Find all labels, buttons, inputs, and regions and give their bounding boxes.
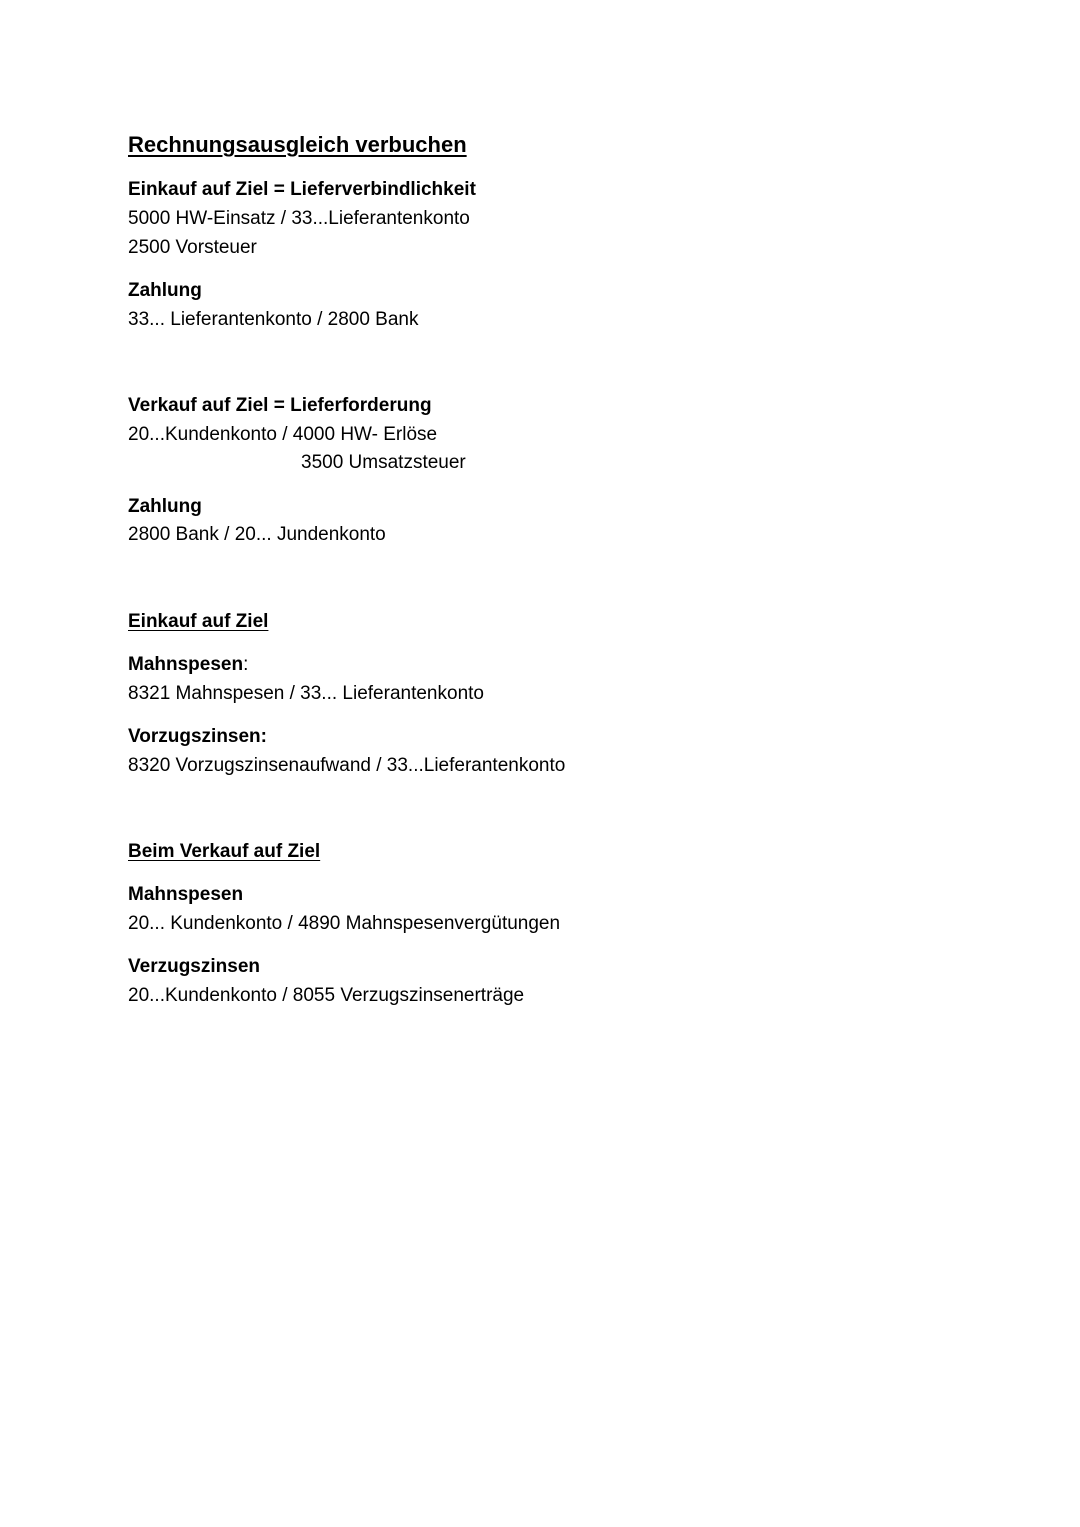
booking-line: 20...Kundenkonto / 4000 HW- Erlöse [128, 424, 438, 445]
booking-line: 2500 Vorsteuer [128, 237, 257, 258]
section-heading-einkauf-ziel: Einkauf auf Ziel [128, 611, 269, 632]
section-heading-einkauf: Einkauf auf Ziel = Lieferverbindlichkeit [128, 179, 476, 200]
booking-line: 2800 Bank / 20... Jundenkonto [128, 524, 386, 545]
booking-line: 20... Kundenkonto / 4890 Mahnspesenvergütungen [128, 913, 561, 934]
booking-line: 5000 HW-Einsatz / 33...Lieferantenkonto [128, 208, 470, 229]
booking-line: 33... Lieferantenkonto / 2800 Bank [128, 309, 419, 330]
subheading-verzugszinsen: Verzugszinsen [128, 956, 260, 977]
subheading-mahnspesen: Mahnspesen [128, 654, 244, 675]
payment-heading: Zahlung [128, 280, 202, 301]
subheading-mahnspesen: Mahnspesen [128, 884, 244, 905]
booking-line: 3500 Umsatzsteuer [301, 452, 466, 473]
subheading-row [128, 653, 248, 677]
section-heading-verkauf-ziel: Beim Verkauf auf Ziel [128, 841, 321, 862]
payment-heading: Zahlung [128, 496, 202, 517]
booking-line: 8320 Vorzugszinsenaufwand / 33...Lieferantenkonto [128, 755, 566, 776]
subheading-vorzugszinsen: Vorzugszinsen: [128, 726, 267, 747]
subheading-colon: : [243, 654, 249, 675]
section-heading-verkauf: Verkauf auf Ziel = Lieferforderung [128, 395, 432, 416]
booking-line: 8321 Mahnspesen / 33... Lieferantenkonto [128, 683, 484, 704]
booking-line: 20...Kundenkonto / 8055 Verzugszinsenerträge [128, 985, 525, 1006]
page-title: Rechnungsausgleich verbuchen [128, 132, 467, 157]
